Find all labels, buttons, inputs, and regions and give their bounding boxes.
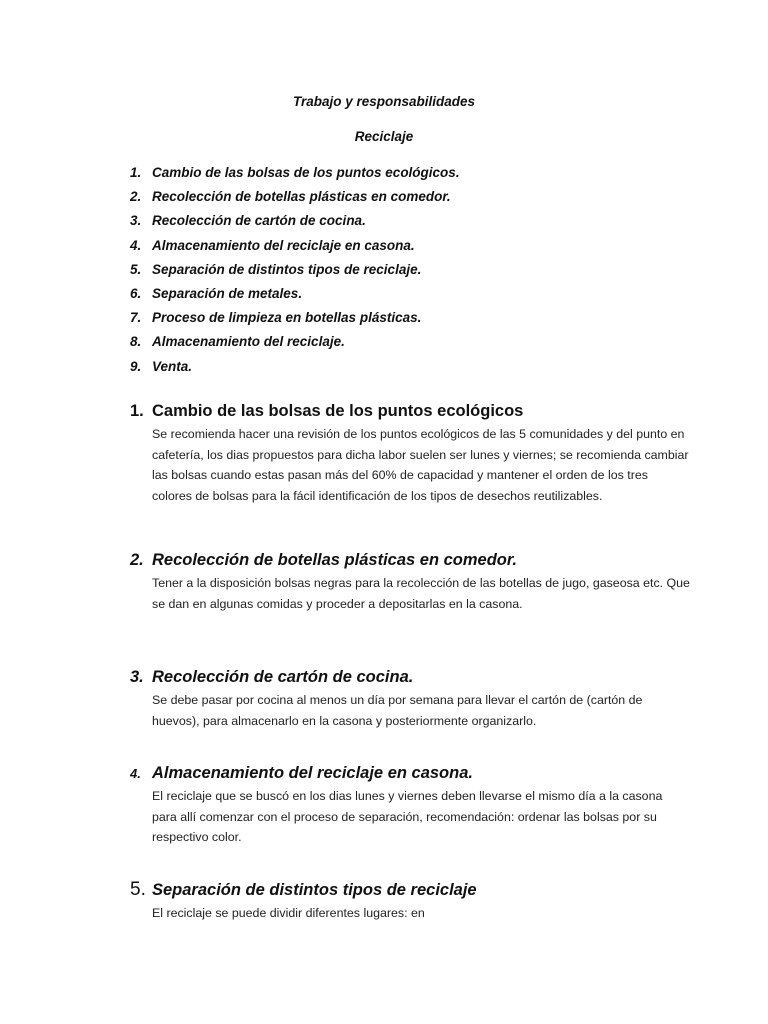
item-text: Separación de metales. [152,285,303,301]
section-heading [130,877,690,903]
list-item [130,260,460,284]
section-number: 5. [130,879,146,900]
item-number: 5. [130,261,142,277]
list-item [130,308,460,332]
section-body: Tener a la disposición bolsas negras para la recolección de las botellas de jugo, gaseosa etc. Que se dan en algunas comidas y proceder a depositarlas en la casona. [152,576,690,611]
list-item [130,332,460,356]
item-number: 7. [130,310,142,326]
task-list [130,163,460,381]
item-number: 6. [130,285,142,301]
item-number: 2. [130,189,142,205]
item-number: 3. [130,213,142,229]
item-text: Separación de distintos tipos de reciclaje. [152,261,422,277]
section-title: Recolección de botellas plásticas en comedor. [152,551,517,569]
section-title: Cambio de las bolsas de los puntos ecológicos [152,402,524,420]
section-1 [130,398,690,506]
section-body: El reciclaje se puede dividir diferentes lugares: en [152,906,425,920]
list-item [130,236,460,260]
section-number: 2. [130,551,144,569]
section-title: Almacenamiento del reciclaje en casona. [152,764,473,782]
section-heading [130,547,690,573]
section-title: Recolección de cartón de cocina. [152,668,414,686]
list-item [130,357,460,381]
item-text: Recolección de cartón de cocina. [152,213,366,229]
item-text: Almacenamiento del reciclaje en casona. [152,237,415,253]
item-number: 4. [130,237,142,253]
list-item [130,187,460,211]
section-number: 1. [130,402,144,420]
list-item [130,284,460,308]
item-text: Proceso de limpieza en botellas plásticas. [152,310,422,326]
section-2 [130,547,690,614]
section-heading [130,398,690,424]
item-number: 9. [130,358,142,374]
section-4 [130,760,690,848]
section-body: Se debe pasar por cocina al menos un día por semana para llevar el cartón de (cartón de huevos), para almacenarlo en la casona y posteriormente organizarlo. [152,693,643,728]
section-heading [130,664,690,690]
section-number: 4. [130,766,141,781]
section-body: El reciclaje que se buscó en los dias lunes y viernes deben llevarse el mismo día a la casona para allí comenzar con el proceso de separación, recomendación: ordenar las bolsas por su respectivo color. [152,789,663,844]
section-3 [130,664,690,731]
section-body: Se recomienda hacer una revisión de los puntos ecológicos de las 5 comunidades y del punto en cafetería, los dias propuestos para dicha labor suelen ser lunes y viernes; se recomienda cambiar las bolsas cuando estas pasan más del 60% de capacidad y mantener el orden de los tres colores de bolsas para la fácil identificación de los tipos de desechos reutilizables. [152,427,689,503]
section-title: Separación de distintos tipos de reciclaje [152,881,477,899]
list-item [130,211,460,235]
section-5 [130,877,690,924]
section-number: 3. [130,668,144,686]
item-text: Almacenamiento del reciclaje. [152,334,345,350]
list-item [130,163,460,187]
document-subtitle: Reciclaje [354,129,414,144]
document-title: Trabajo y responsabilidades [292,94,476,109]
section-heading [130,760,690,786]
item-text: Cambio de las bolsas de los puntos ecológicos. [152,165,460,180]
item-text: Venta. [152,358,193,374]
item-text: Recolección de botellas plásticas en comedor. [152,189,451,205]
item-number: 1. [130,165,142,180]
item-number: 8. [130,334,142,350]
